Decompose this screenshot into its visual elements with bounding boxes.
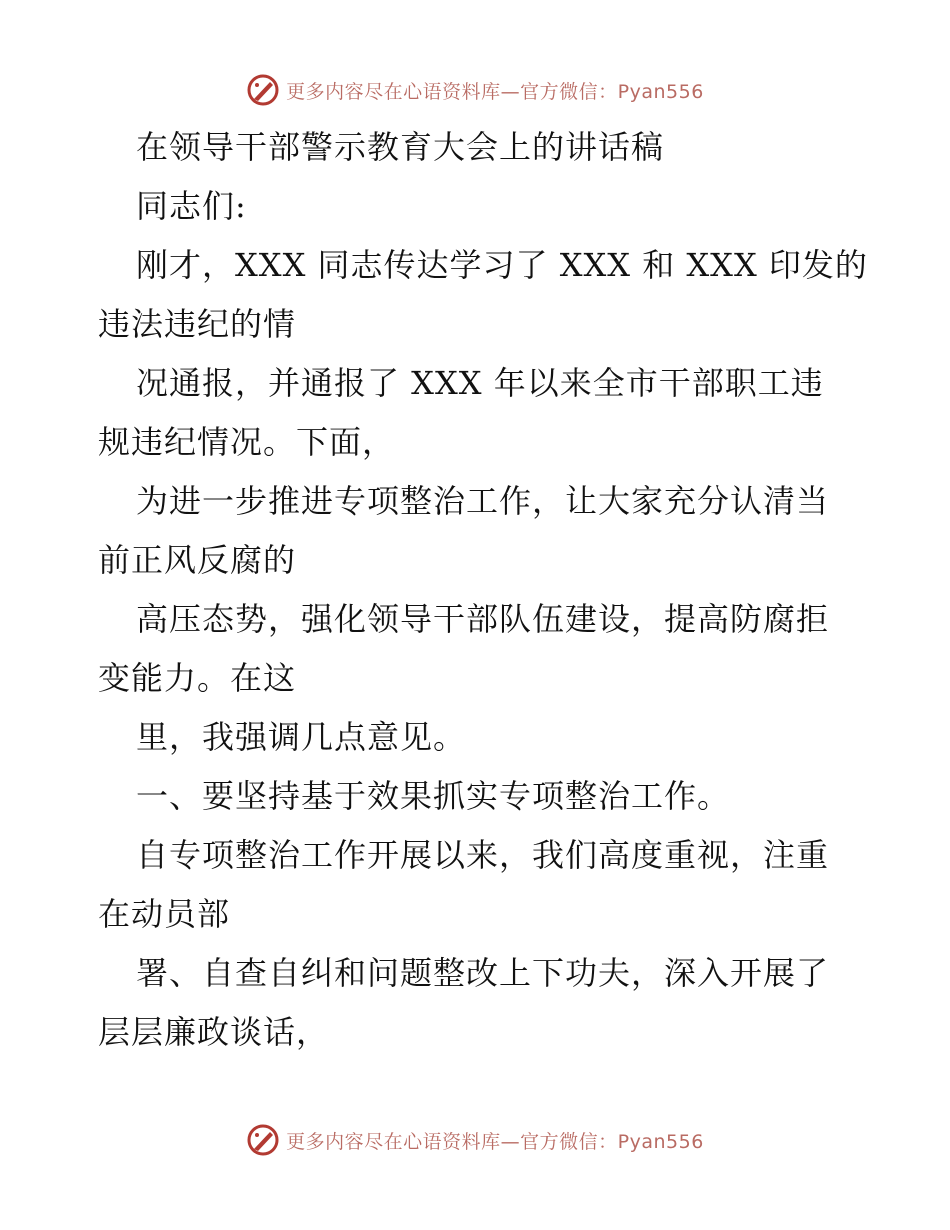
quill-logo-icon bbox=[246, 1123, 280, 1157]
paragraph-line: 刚才，XXX 同志传达学习了 XXX 和 XXX 印发的 bbox=[136, 246, 868, 284]
header-watermark bbox=[0, 70, 950, 110]
paragraph-line: 况通报，并通报了 XXX 年以来全市干部职工违 bbox=[136, 364, 824, 402]
document-title: 在领导干部警示教育大会上的讲话稿 bbox=[136, 128, 665, 166]
paragraph-line: 在动员部 bbox=[98, 895, 231, 933]
paragraph-line: 自专项整治工作开展以来，我们高度重视，注重 bbox=[136, 836, 830, 874]
section-heading: 一、要坚持基于效果抓实专项整治工作。 bbox=[136, 777, 731, 815]
watermark-text: 更多内容尽在心语资料库—官方微信：Pyan556 bbox=[286, 80, 704, 103]
paragraph-line: 里，我强调几点意见。 bbox=[136, 718, 467, 756]
paragraph-line: 层层廉政谈话， bbox=[98, 1013, 330, 1051]
paragraph-line: 前正风反腐的 bbox=[98, 541, 297, 579]
paragraph-line: 高压态势，强化领导干部队伍建设，提高防腐拒 bbox=[136, 600, 830, 638]
watermark-text: 更多内容尽在心语资料库—官方微信：Pyan556 bbox=[286, 1130, 704, 1153]
paragraph-line: 变能力。在这 bbox=[98, 659, 297, 697]
document-body bbox=[98, 118, 868, 1062]
paragraph-line: 违法违纪的情 bbox=[98, 305, 297, 343]
paragraph-line: 规违纪情况。下面， bbox=[98, 423, 396, 461]
paragraph-line: 署、自查自纠和问题整改上下功夫，深入开展了 bbox=[136, 954, 830, 992]
paragraph-line: 同志们: bbox=[136, 187, 247, 225]
paragraph-line: 为进一步推进专项整治工作，让大家充分认清当 bbox=[136, 482, 830, 520]
quill-logo-icon bbox=[246, 73, 280, 107]
footer-watermark bbox=[0, 1120, 950, 1160]
